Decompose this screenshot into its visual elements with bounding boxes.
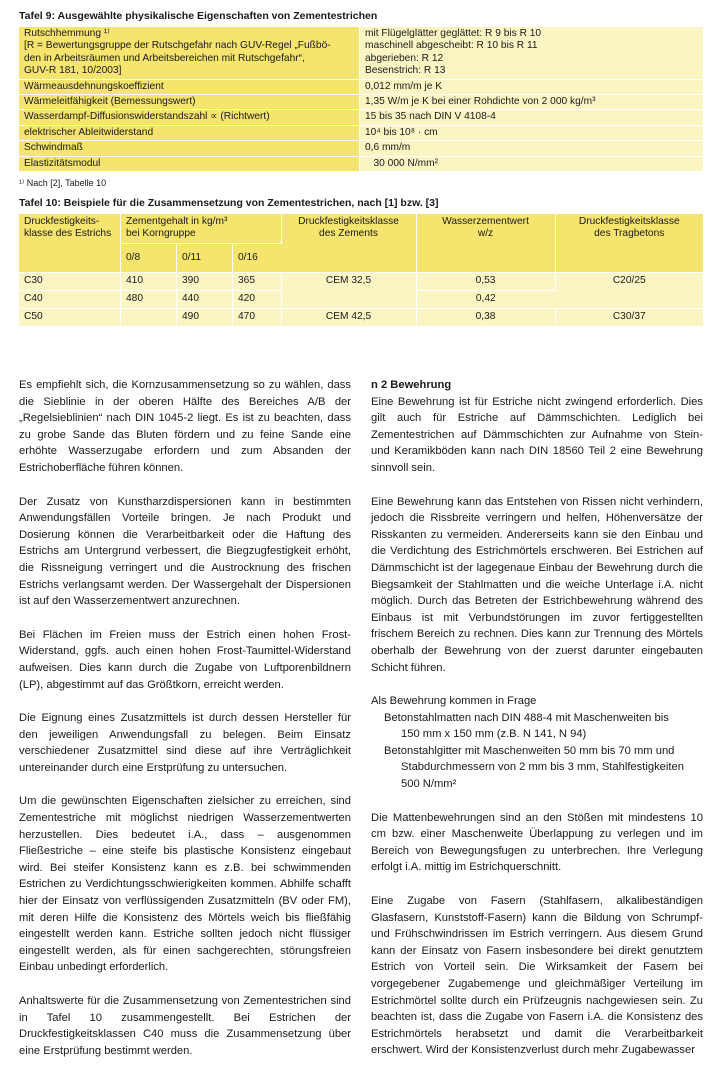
table9-line: maschinell abgescheibt: R 10 bis R 11 — [365, 40, 538, 52]
table10-cell: C40 — [19, 290, 121, 308]
paragraph: Die Mattenbewehrungen sind an den Stößen mit mindestens 10 cm bzw. einer Maschenweite Überlappung zu verlegen und im Bereich von Bewegungsfugen zu unterbrechen. Ihre Verlegung erfolgt i.A. mittig im Estrichquerschnitt. — [371, 811, 703, 874]
header-line: bei Korngruppe — [126, 228, 196, 240]
table10-cell: C20/25 — [555, 272, 703, 308]
table10 — [19, 214, 703, 327]
header-line: Wasserzementwert — [442, 216, 529, 228]
table9-cell-value: 0,012 mm/m je K — [360, 79, 704, 94]
table10-header-cell — [121, 214, 282, 243]
table-row — [19, 308, 703, 326]
table10-header-cell — [416, 214, 555, 272]
table9-cell-label: Schwindmaß — [19, 141, 360, 156]
table10-cell: 470 — [233, 308, 282, 326]
paragraph: Eine Bewehrung kann das Entstehen von Rissen nicht verhindern, jedoch die Rissbreite verringern und helfen, Höhenversätze der Risskanten zu vermeiden. Andererseits kann sie den Einbau und die Verdichtung des Estrichmörtels erschweren. Bei Estrichen auf Dämmschicht ist der lagegenaue Einbau der Bewehrung durch die Biegsamkeit der Stahlmatten und die weiche Unterlage i.A. nicht möglich. Durch das Betreten der Estrichbewehrung während des Einbaus ist mit Verbundstörungen im zuvor fertiggestellten frischem Bereich zu rechnen. Dies kann zur Trennung des Mörtels oberhalb der Bewehrung von der zuerst darunter eingebauten Schicht führen. — [371, 495, 703, 674]
table10-cell: 390 — [177, 272, 233, 290]
table10-cell: C30/37 — [555, 308, 703, 326]
paragraph: Die Eignung eines Zusatzmittels ist durch dessen Hersteller für den jeweiligen Anwendungsfall zu belegen. Beim Einsatz verschiedener Zusatzmittel sind diese auf ihre Verträglichkeit untereinander durch eine Erstprüfung zu untersuchen. — [19, 712, 351, 774]
body-columns — [19, 377, 703, 1076]
table-header-row — [19, 214, 703, 243]
table9-cell-label: elektrischer Ableitwiderstand — [19, 125, 360, 140]
header-line: des Zements — [319, 228, 378, 240]
table9-cell-value — [360, 27, 704, 79]
table10-cell: 440 — [177, 290, 233, 308]
paragraph: Anhaltswerte für die Zusammensetzung von Zementestrichen sind in Tafel 10 zusammengestellt. Bei Estrichen der Druckfestigkeitsklassen C40 muss die Zusammensetzung über eine Erstprüfung bestimmt werden. — [19, 995, 351, 1057]
table-row — [19, 156, 703, 171]
table-row — [19, 125, 703, 140]
table9-cell-value: 15 bis 35 nach DIN V 4108-4 — [360, 110, 704, 125]
table10-cell: CEM 32,5 — [281, 272, 416, 308]
table10-cell — [121, 308, 177, 326]
header-line: Druckfestigkeitsklasse — [578, 216, 680, 228]
paragraph: Bei Flächen im Freien muss der Estrich einen hohen Frost-Widerstand, ggfs. auch einen hohen Frost-Taumittel-Widerstand aufweisen. Dies kann durch die Zugabe von Luftporenbildnern (LP), abgestimmt auf das Größtkorn, erreicht werden. — [19, 628, 351, 691]
table10-cell: 480 — [121, 290, 177, 308]
header-line: Druckfestigkeitsklasse — [298, 216, 399, 228]
table10-cell: 490 — [177, 308, 233, 326]
table9-cell-value: 10⁴ bis 10⁸ · cm — [360, 125, 704, 140]
table10-cell: 0,42 — [416, 290, 555, 308]
table-row — [19, 79, 703, 94]
table10-cell: 420 — [233, 290, 282, 308]
paragraph: Eine Zugabe von Fasern (Stahlfasern, alkalibeständigen Glasfasern, Kunststoff-Fasern) kann die Bildung von Schrumpf- und Frühschwindrissen im Estrich verringern. Aus diesem Grund kann der Einsatz von Fasern insbesondere bei direkt genutztem Estrich von Vorteil sein. Die Wirksamkeit der Fasern bei vorgegebener Zugabemenge und gleichmäßiger Verteilung im Estrichmörtel sollte durch ein Prüfzeugnis nachgewiesen sein. Zu beachten ist, dass die Zugabe von Fasern i.A. die Konsistenz des Estrichmörtels herabsetzt und damit die Verarbeitbarkeit erschwert. Wird der Konsistenzverlust durch mehr Zugabewasser — [371, 895, 703, 1057]
right-column — [371, 377, 703, 1076]
table-row — [19, 141, 703, 156]
table10-cell: 0,53 — [416, 272, 555, 290]
table9-cell-value: 0,6 mm/m — [360, 141, 704, 156]
table9-line: den in Arbeitsräumen und Arbeitsbereichen mit Rutschgefahr“, — [24, 52, 305, 64]
table10-cell: C30 — [19, 272, 121, 290]
header-line: Zementgehalt in kg/m³ — [126, 216, 228, 228]
table9-cell-value: 30 000 N/mm² — [360, 156, 704, 171]
table10-header-cell — [19, 214, 121, 272]
table10-cell: 0,38 — [416, 308, 555, 326]
table10-subheader: 0/16 — [233, 243, 282, 272]
table9-cell-label — [19, 27, 360, 79]
table-row — [19, 27, 703, 79]
table10-cell: 365 — [233, 272, 282, 290]
table9-line: Rutschhemmung ¹⁾ — [24, 28, 110, 39]
table9-cell-label: Elastizitätsmodul — [19, 156, 360, 171]
table10-caption: Tafel 10: Beispiele für die Zusammensetzung von Zementestrichen, nach [1] bzw. [3] — [19, 197, 439, 210]
table9-line: Besenstrich: R 13 — [365, 65, 446, 77]
list-item-continuation: 500 N/mm² — [401, 778, 457, 791]
table-row — [19, 95, 703, 110]
table9-cell-value: 1,35 W/m je K bei einer Rohdichte von 2 000 kg/m³ — [360, 95, 704, 110]
table9-line: mit Flügelglätter geglättet: R 9 bis R 10 — [365, 28, 542, 39]
table9-cell-label: Wärmeausdehnungskoeffizient — [19, 79, 360, 94]
table9-caption: Tafel 9: Ausgewählte physikalische Eigenschaften von Zementestrichen — [19, 10, 378, 22]
paragraph: Es empfiehlt sich, die Kornzusammensetzung so zu wählen, dass die Sieblinie in der oberen Hälfte des Bereiches A/B der „Regelsieblinien“ nach DIN 1045-2 liegt. Es ist zu beachten, dass zu grobe Sande das Bluten fördern und zu feine Sande eine erhöhte Wasserzugabe erfordern und zum Absanden der Estrichoberfläche führen können. — [19, 379, 351, 474]
header-line: des Tragbetons — [594, 228, 665, 240]
section-heading: n 2 Bewehrung — [371, 379, 452, 391]
table9-line: GUV-R 181, 10/2003] — [24, 65, 122, 77]
table9-footnote: ¹⁾ Nach [2], Tabelle 10 — [19, 178, 107, 189]
list-item-continuation: 150 mm x 150 mm (z.B. N 141, N 94) — [401, 728, 587, 741]
table9-line: abgerieben: R 12 — [365, 52, 444, 64]
page — [19, 10, 703, 327]
table9-line: [R = Bewertungsgruppe der Rutschgefahr nach GUV-Regel „Fußbö- — [24, 40, 331, 52]
paragraph: Eine Bewehrung ist für Estriche nicht zwingend erforderlich. Dies gilt auch für Estriche auf Dämmschichten. Lediglich bei Zementestrichen auf Dämmschichten zur Aufnahme von Stein- und Keramikböden kann nach DIN 18560 Teil 2 eine Bewehrung sinnvoll sein. — [371, 395, 703, 474]
table-row — [19, 110, 703, 125]
table10-subheader: 0/8 — [121, 243, 177, 272]
table9 — [19, 27, 703, 172]
header-line: w/z — [477, 228, 494, 240]
list-item: Betonstahlgitter mit Maschenweiten 50 mm bis 70 mm und — [384, 744, 675, 757]
paragraph: Der Zusatz von Kunstharzdispersionen kann in bestimmten Anwendungsfällen Vorteile bringen. Je nach Produkt und Dosierung können die Verarbeitbarkeit oder die Haftung des Estrichs am Untergrund verbessert, die Biegzugfestigkeit erhöht, die Rissneigung verringert und die Austrocknung des frischen Estrichs verlangsamt werden. Der Wassergehalt der Dispersionen ist auf den Wasserzementwert anzurechnen. — [19, 495, 351, 608]
list-item: Betonstahlmatten nach DIN 488-4 mit Maschenweiten bis — [384, 711, 669, 724]
list-item-continuation: Stabdurchmessern von 2 mm bis 3 mm, Stahlfestigkeiten — [401, 761, 684, 774]
list-intro: Als Bewehrung kommen in Frage — [371, 695, 537, 708]
table10-subheader: 0/11 — [177, 243, 233, 272]
table10-cell: C50 — [19, 308, 121, 326]
table9-cell-label: Wasserdampf-Diffusionswiderstandszahl ∝ (Richtwert) — [19, 110, 360, 125]
left-column — [19, 377, 351, 1076]
table10-cell: CEM 42,5 — [281, 308, 416, 326]
table10-header-cell — [555, 214, 703, 272]
table-row — [19, 272, 703, 290]
header-line: Druckfestigkeits- — [24, 216, 100, 228]
table9-cell-label: Wärmeleitfähigkeit (Bemessungswert) — [19, 95, 360, 110]
header-line: klasse des Estrichs — [24, 228, 112, 240]
paragraph: Um die gewünschten Eigenschaften zielsicher zu erreichen, sind Zementestriche mit möglichst niedrigen Wasserzementwerten herzustellen. Dies bedeutet i.A., dass – ausgenommen Fließestriche – eine steife bis plastische Konsistenz eingebaut wird. Bei steifer Konsistenz kann es z.B. bei schwimmenden Estrichen zu Verdichtungsschwierigkeiten kommen. Abhilfe schafft hier der Einsatz von verflüssigenden Zusatzmitteln (BV oder FM), mit deren Hilfe die Konsistenz des Mörtels weich bis fließfähig eingestellt werden kann. Estriche sollten jedoch nicht flüssiger eingestellt werden, als für einen sachgerechten, störungsfreien Einbau unbedingt erforderlich. — [19, 795, 351, 974]
table10-header-cell — [281, 214, 416, 272]
table10-cell: 410 — [121, 272, 177, 290]
